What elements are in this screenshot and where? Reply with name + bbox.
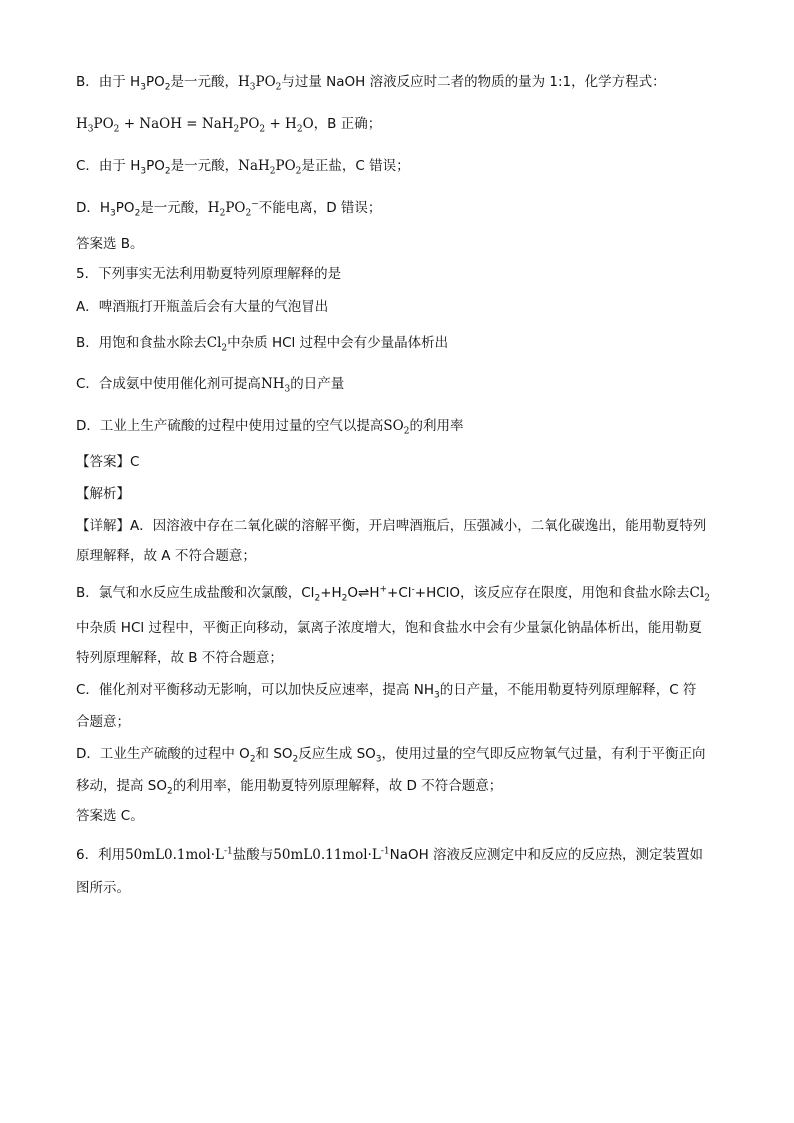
text: 是一元酸，	[170, 74, 238, 90]
text: 中杂质 HCl 过程中会有少量晶体析出	[227, 335, 449, 351]
paragraph-line: 中杂质 HCl 过程中，平衡正向移动，氯离子浓度增大，饱和食盐水中会有少量氯化钠晶体析出，能用勒夏	[76, 620, 702, 636]
subscript: 2	[167, 786, 173, 797]
text: PO	[115, 200, 135, 216]
text: 的日产量	[290, 376, 345, 392]
text: O⇌H	[347, 585, 380, 601]
paragraph-line	[76, 198, 734, 218]
formula: PO	[255, 74, 276, 90]
superscript: +	[379, 584, 388, 595]
subscript: 2	[259, 124, 266, 135]
formula: PO	[225, 200, 246, 216]
subscript: 2	[249, 754, 256, 765]
subscript: 2	[275, 82, 282, 93]
paragraph-line	[76, 744, 734, 764]
text: B．用饱和食盐水除去	[76, 335, 207, 351]
text: 是一元酸，	[170, 158, 239, 174]
formula: H	[76, 116, 88, 132]
formula: + NaOH = NaH	[119, 116, 234, 132]
subscript: 2	[164, 166, 171, 177]
text: C．由于 H	[76, 158, 141, 174]
subscript: 2	[295, 166, 302, 177]
paragraph-line: 原理解释，故 A 不符合题意；	[76, 548, 256, 564]
text: 是正盐，C 错误；	[301, 158, 410, 174]
text: PO	[146, 158, 165, 174]
subscript: 2	[164, 82, 171, 93]
text: D．工业上生产硫酸的过程中使用过量的空气以提高	[76, 418, 384, 434]
subscript: 2	[292, 754, 299, 765]
text: 移动，提高 SO	[76, 778, 167, 794]
paragraph-line: 合题意；	[76, 714, 130, 730]
option-d	[76, 416, 734, 436]
paragraph-line	[76, 156, 734, 176]
subscript: 2	[314, 593, 321, 604]
formula: Cl	[689, 585, 705, 601]
text: PO	[145, 74, 165, 90]
superscript: -	[411, 584, 415, 595]
formula: NH	[260, 376, 285, 392]
subscript: 3	[140, 82, 146, 93]
superscript: −	[251, 199, 259, 210]
text: D．H	[76, 200, 111, 216]
answer-line: 答案选 B。	[76, 236, 144, 252]
text: +H	[320, 585, 342, 601]
paragraph-line	[76, 583, 734, 603]
text: 盐酸与	[232, 847, 274, 863]
text: 6．利用	[76, 847, 126, 863]
formula: PO	[239, 116, 260, 132]
formula: Cl	[206, 335, 222, 351]
subscript: 2	[219, 208, 226, 219]
formula: H	[207, 200, 220, 216]
subscript: 3	[110, 208, 116, 219]
text: +Cl	[387, 585, 412, 601]
text: D．工业生产硫酸的过程中 O	[76, 746, 250, 762]
text: NaOH 溶液反应测定中和反应的反应热，测定装置如	[389, 847, 704, 863]
answer-label	[76, 452, 734, 472]
text: 的利用率，能用勒夏特列原理解释，故 D 不符合题意；	[172, 778, 503, 794]
text: 的日产量，不能用勒夏特列原理解释，C 符	[439, 682, 697, 698]
subscript: 3	[375, 754, 382, 765]
paragraph-line	[76, 680, 734, 700]
text: C	[130, 454, 140, 470]
formula: NaH	[238, 158, 270, 174]
subscript: 2	[296, 124, 303, 135]
option-a: A．啤酒瓶打开瓶盖后会有大量的气泡冒出	[76, 299, 329, 315]
text: ，B 正确；	[313, 116, 382, 132]
paragraph-line: 图所示。	[76, 880, 130, 896]
superscript: -1	[380, 846, 390, 857]
subscript: 3	[87, 124, 94, 135]
formula: PO	[93, 116, 114, 132]
text: B．氯气和水反应生成盐酸和次氯酸，Cl	[76, 585, 315, 601]
option-c	[76, 374, 734, 394]
subscript: 2	[269, 166, 276, 177]
text: 的利用率	[409, 418, 464, 434]
analysis-label: 【解析】	[76, 486, 130, 502]
equation-line	[76, 114, 734, 134]
subscript: 2	[403, 426, 410, 437]
text: ，使用过量的空气即反应物氧气过量，有利于平衡正向	[381, 746, 706, 762]
formula: 50mL0.1mol·L	[125, 847, 225, 863]
subscript: 2	[221, 343, 228, 354]
formula: + H	[265, 116, 297, 132]
answer-line: 答案选 C。	[76, 808, 144, 824]
paragraph-line	[76, 72, 734, 92]
subscript: 2	[134, 208, 141, 219]
text: C．合成氨中使用催化剂可提高	[76, 376, 261, 392]
subscript: 2	[341, 593, 348, 604]
subscript: 3	[249, 82, 256, 93]
text: 和 SO	[255, 746, 293, 762]
subscript: 3	[284, 384, 291, 395]
paragraph-line	[76, 776, 734, 796]
formula: 50mL0.11mol·L	[273, 847, 381, 863]
formula: H	[237, 74, 250, 90]
paragraph-line: 【详解】A．因溶液中存在二氧化碳的溶解平衡，开启啤酒瓶后，压强减小，二氧化碳逸出，能用勒夏特列	[76, 518, 707, 534]
paragraph-line: 特列原理解释，故 B 不符合题意；	[76, 650, 283, 666]
subscript: 2	[704, 593, 710, 604]
subscript: 2	[245, 208, 252, 219]
text: 不能电离，D 错误；	[258, 200, 382, 216]
subscript: 2	[233, 124, 240, 135]
text: 与过量 NaOH 溶液反应时二者的物质的量为 1:1，化学方程式：	[281, 74, 666, 90]
text: 是一元酸，	[140, 200, 208, 216]
text: B．由于 H	[76, 74, 141, 90]
text: +HClO，该反应存在限度，用饱和食盐水除去	[414, 585, 690, 601]
superscript: -1	[224, 846, 233, 857]
question-title	[76, 845, 734, 865]
option-b	[76, 333, 734, 353]
subscript: 3	[433, 690, 440, 701]
text: 反应生成 SO	[298, 746, 376, 762]
subscript: 2	[113, 124, 120, 135]
text: 【答案】	[76, 454, 130, 470]
formula: PO	[275, 158, 296, 174]
question-title: 5．下列事实无法利用勒夏特列原理解释的是	[76, 266, 342, 282]
subscript: 3	[140, 166, 147, 177]
formula: SO	[383, 418, 404, 434]
text: C．催化剂对平衡移动无影响，可以加快反应速率，提高 NH	[76, 682, 434, 698]
formula: O	[302, 116, 314, 132]
